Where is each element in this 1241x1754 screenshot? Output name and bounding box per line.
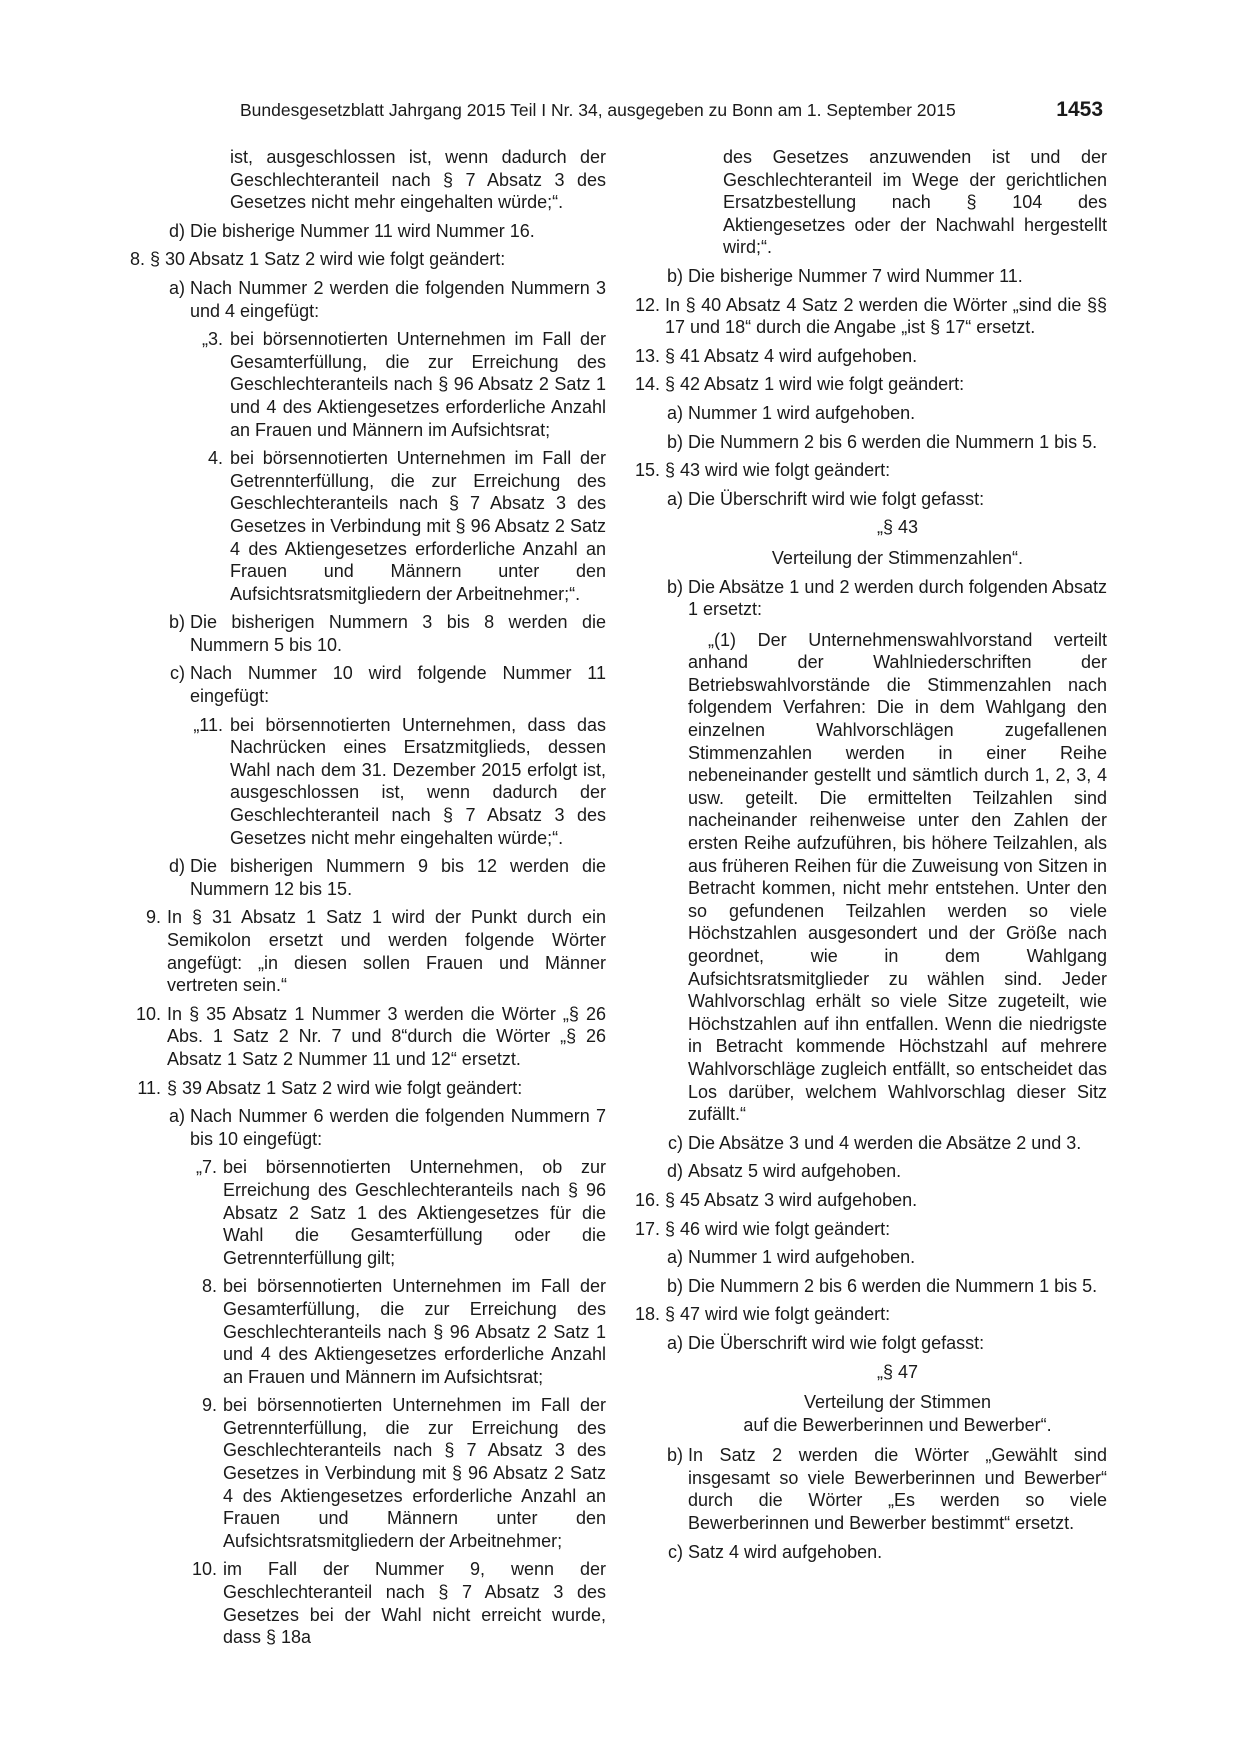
item-label: d): [168, 220, 185, 241]
paragraph: ist, ausgeschlossen ist, wenn dadurch der Geschlechteranteil nach § 7 Absatz 3 des Gesetzes nicht mehr eingehalten würde;“.: [230, 147, 606, 213]
list-item: 11. § 39 Absatz 1 Satz 2 wird wie folgt geändert:: [137, 1077, 523, 1098]
list-item: 10. In § 35 Absatz 1 Nummer 3 werden die Wörter „§ 26 Abs. 1 Satz 2 Nr. 7 und 8“durch die Wörter „§ 26 Absatz 1 Satz 2 Nummer 11 und 12“ ersetzt.: [135, 1003, 606, 1069]
paragraph: des Gesetzes anzuwenden ist und der Geschlechteranteil im Wege der gerichtlichen Ersatzbestellung nach § 104 des Aktiengesetzes oder der Nachwahl hergestellt wird;“.: [723, 147, 1107, 258]
item-label: 16.: [634, 1189, 660, 1210]
item-label: 18.: [634, 1304, 660, 1325]
list-item: „3. bei börsennotierten Unternehmen im Fall der Gesamterfüllung, die zur Erreichung des Geschlechteranteils nach § 96 Absatz 2 Satz 1 und 4 des Aktiengesetzes erforderliche Anzahl an Frauen und Männern im Aufsichtsrat;: [201, 329, 606, 440]
item-label: a): [666, 1247, 683, 1268]
item-label: „11.: [193, 714, 223, 735]
list-item: b) In Satz 2 werden die Wörter „Gewählt sind insgesamt so viele Bewerberinnen und Bewerber“ durch die Wörter „Es werden so viele Bewerberinnen und Bewerber bestimmt“ ersetzt.: [666, 1445, 1107, 1534]
item-label: b): [666, 265, 683, 286]
quoted-paragraph: „(1) Der Unternehmenswahlvorstand verteilt anhand der Wahlniederschriften der Betriebswahlvorstände die Stimmenzahlen nach folgendem Verfahren: Die in dem Wahlgang den einzelnen Wahlvorschlägen zugefallenen Stimmenzahlen werden in einer Reihe nebeneinander gestellt und sämtlich durch 1, 2, 3, 4 usw. geteilt. Die ermittelten Teilzahlen sind nacheinander reihenweise unter den Zahlen der ersten Reihe aufzuführen, bis höhere Teilzahlen, als aus früheren Reihen für die Zuweisung von Sitzen in Betracht kommen, nicht mehr entstehen. Unter den so gefundenen Teilzahlen werden so viele Höchstzahlen ausgesondert und der Größe nach geordnet, wie in dem Wahlgang Aufsichtsratsmitglieder zu wählen sind. Jeder Wahlvorschlag erhält so viele Sitze zugeteilt, wie Höchstzahlen auf ihn entfallen. Wenn die niedrigste in Betracht kommende Höchstzahl auf mehrere Wahlvorschläge zugleich entfällt, so entscheidet das Los darüber, welchem Wahlvorschlag dieser Sitz zufällt.“: [688, 629, 1107, 1125]
item-label: a): [666, 1332, 683, 1353]
list-item: c) Satz 4 wird aufgehoben.: [668, 1541, 883, 1562]
item-label: 10.: [135, 1003, 161, 1024]
item-label: d): [666, 1161, 683, 1182]
item-label: 13.: [634, 345, 660, 366]
list-item: a) Die Überschrift wird wie folgt gefasst:: [666, 1332, 985, 1353]
item-label: 15.: [634, 460, 660, 481]
item-label: c): [668, 1132, 683, 1153]
list-item: d) Absatz 5 wird aufgehoben.: [666, 1161, 902, 1182]
list-item: a) Nummer 1 wird aufgehoben.: [666, 1247, 916, 1268]
section-heading: Verteilung der Stimmenzahlen“.: [771, 547, 1024, 568]
item-label: a): [666, 488, 683, 509]
list-item: a) Nummer 1 wird aufgehoben.: [666, 402, 916, 423]
list-item: c) Nach Nummer 10 wird folgende Nummer 11 eingefügt:: [170, 663, 606, 707]
list-item: b) Die Nummern 2 bis 6 werden die Nummern 1 bis 5.: [666, 1275, 1098, 1296]
list-item: 4. bei börsennotierten Unternehmen im Fall der Getrennterfüllung, die zur Erreichung des Geschlechteranteils nach § 7 Absatz 3 des Gesetzes in Verbindung mit § 96 Absatz 2 Satz 4 des Aktiengesetzes erforderliche Anzahl an Frauen und Männern unter den Aufsichtsratsmitgliedern der Arbeitnehmer;“.: [207, 448, 606, 604]
item-label: 12.: [634, 294, 660, 315]
item-label: b): [168, 612, 185, 633]
list-item: „11. bei börsennotierten Unternehmen, dass das Nachrücken eines Ersatzmitglieds, dessen Wahl nach dem 31. Dezember 2015 erfolgt ist, ausgeschlossen ist, wenn dadurch der Geschlechteranteil nach § 7 Absatz 3 des Gesetzes nicht mehr eingehalten würde;“.: [193, 714, 606, 848]
list-item: d) Die bisherigen Nummern 9 bis 12 werden die Nummern 12 bis 15.: [168, 856, 606, 899]
list-item: 15. § 43 wird wie folgt geändert:: [634, 460, 891, 481]
item-label: d): [168, 856, 185, 877]
item-label: 17.: [634, 1218, 660, 1239]
list-item: „7. bei börsennotierten Unternehmen, ob zur Erreichung des Geschlechteranteils nach § 96 Absatz 2 Satz 1 des Aktiengesetzes für die Wahl die Gesamterfüllung oder die Getrennterfüllung gilt;: [195, 1157, 606, 1268]
section-heading: „§ 47: [876, 1361, 919, 1382]
left-column: [130, 146, 606, 1649]
item-label: b): [666, 576, 683, 597]
list-item: 17. § 46 wird wie folgt geändert:: [634, 1218, 891, 1239]
list-item: 9. bei börsennotierten Unternehmen im Fall der Getrennterfüllung, die zur Erreichung des Geschlechteranteils nach § 7 Absatz 3 des Gesetzes in Verbindung mit § 96 Absatz 2 Satz 4 des Aktiengesetzes erforderliche Anzahl an Frauen und Männern unter den Aufsichtsratsmitgliedern der Arbeitnehmer;: [201, 1395, 606, 1551]
item-label: 9.: [201, 1395, 217, 1416]
item-label: 8.: [129, 249, 145, 270]
item-label: „3.: [201, 329, 223, 350]
section-heading: Verteilung der Stimmen: [803, 1392, 992, 1413]
item-label: a): [666, 402, 683, 423]
list-item: c) Die Absätze 3 und 4 werden die Absätze 2 und 3.: [668, 1132, 1082, 1153]
list-item: 13. § 41 Absatz 4 wird aufgehoben.: [634, 345, 918, 366]
item-label: a): [168, 277, 185, 298]
list-item: 14. § 42 Absatz 1 wird wie folgt geändert:: [634, 374, 965, 395]
item-label: 14.: [634, 374, 660, 395]
right-column: [630, 146, 1107, 1563]
item-label: 9.: [145, 907, 161, 928]
list-item: d) Die bisherige Nummer 11 wird Nummer 16.: [168, 220, 535, 241]
list-item: b) Die bisherige Nummer 7 wird Nummer 11.: [666, 265, 1023, 286]
page-number: 1453: [1056, 98, 1103, 121]
list-item: a) Nach Nummer 2 werden die folgenden Nummern 3 und 4 eingefügt:: [168, 277, 606, 321]
section-heading: „§ 43: [876, 517, 919, 538]
list-item: 10. im Fall der Nummer 9, wenn der Geschlechteranteil nach § 7 Absatz 3 des Gesetzes bei der Wahl nicht erreicht wurde, dass § 18a: [191, 1559, 606, 1648]
list-item: 18. § 47 wird wie folgt geändert:: [634, 1304, 891, 1325]
list-item: a) Nach Nummer 6 werden die folgenden Nummern 7 bis 10 eingefügt:: [168, 1106, 606, 1149]
item-label: b): [666, 1275, 683, 1296]
item-label: c): [170, 663, 185, 684]
item-label: b): [666, 1445, 683, 1466]
item-label: 10.: [191, 1559, 217, 1580]
list-item: b) Die bisherigen Nummern 3 bis 8 werden die Nummern 5 bis 10.: [168, 612, 606, 655]
item-label: „7.: [195, 1157, 217, 1178]
list-item: a) Die Überschrift wird wie folgt gefasst:: [666, 488, 985, 509]
list-item: 8. bei börsennotierten Unternehmen im Fall der Gesamterfüllung, die zur Erreichung des Geschlechteranteils nach § 96 Absatz 2 Satz 1 und 4 des Aktiengesetzes erforderliche Anzahl an Frauen und Männern im Aufsichtsrat;: [201, 1276, 606, 1387]
list-item: 16. § 45 Absatz 3 wird aufgehoben.: [634, 1189, 918, 1210]
item-label: 4.: [207, 448, 223, 469]
item-label: c): [668, 1541, 683, 1562]
list-item: 12. In § 40 Absatz 4 Satz 2 werden die Wörter „sind die §§ 17 und 18“ durch die Angabe „ist § 17“ ersetzt.: [634, 294, 1107, 338]
item-label: 11.: [137, 1077, 161, 1098]
list-item: b) Die Nummern 2 bis 6 werden die Nummern 1 bis 5.: [666, 431, 1098, 452]
list-item: 9. In § 31 Absatz 1 Satz 1 wird der Punkt durch ein Semikolon ersetzt und werden folgende Wörter angefügt: „in diesen sollen Frauen und Männer vertreten sein.“: [145, 907, 606, 996]
item-label: b): [666, 431, 683, 452]
item-label: 8.: [201, 1276, 217, 1297]
section-heading: auf die Bewerberinnen und Bewerber“.: [743, 1414, 1052, 1435]
item-label: a): [168, 1106, 185, 1127]
running-header: Bundesgesetzblatt Jahrgang 2015 Teil I Nr. 34, ausgegeben zu Bonn am 1. September 2015: [240, 100, 956, 120]
list-item: b) Die Absätze 1 und 2 werden durch folgenden Absatz 1 ersetzt:: [666, 576, 1107, 620]
list-item: 8. § 30 Absatz 1 Satz 2 wird wie folgt geändert:: [129, 249, 506, 270]
